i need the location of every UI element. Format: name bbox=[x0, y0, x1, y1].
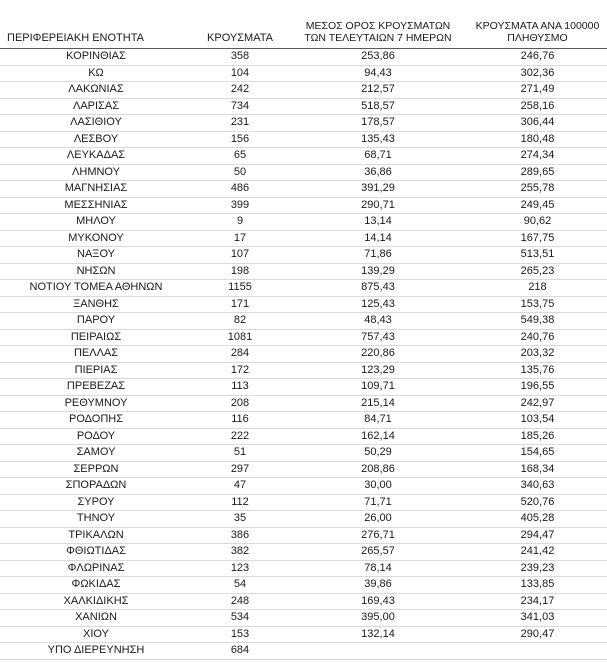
table-row bbox=[0, 280, 607, 297]
avg7day-cell bbox=[288, 643, 468, 660]
cases-cell: 47 bbox=[192, 478, 288, 495]
avg7day-cell: 36,86 bbox=[288, 164, 468, 181]
avg7day-cell: 123,29 bbox=[288, 362, 468, 379]
region-cell: ΠΕΙΡΑΙΩΣ bbox=[0, 329, 192, 346]
region-cell: ΝΑΞΟΥ bbox=[0, 247, 192, 264]
region-cell: ΜΕΣΣΗΝΙΑΣ bbox=[0, 197, 192, 214]
cases-cell: 242 bbox=[192, 82, 288, 99]
region-cell: ΡΟΔΟΥ bbox=[0, 428, 192, 445]
per100k-cell: 520,76 bbox=[468, 494, 607, 511]
cases-cell: 382 bbox=[192, 544, 288, 561]
avg7day-cell: 30,00 bbox=[288, 478, 468, 495]
cases-cell: 486 bbox=[192, 181, 288, 198]
avg7day-cell: 109,71 bbox=[288, 379, 468, 396]
table-row bbox=[0, 527, 607, 544]
avg7day-cell: 135,43 bbox=[288, 131, 468, 148]
per100k-cell: 153,75 bbox=[468, 296, 607, 313]
header-region-label: ΠΕΡΙΦΕΡΕΙΑΚΗ ΕΝΟΤΗΤΑ bbox=[7, 32, 144, 44]
cases-cell: 534 bbox=[192, 610, 288, 627]
avg7day-cell: 215,14 bbox=[288, 395, 468, 412]
per100k-cell: 167,75 bbox=[468, 230, 607, 247]
region-cell: ΣΥΡΟΥ bbox=[0, 494, 192, 511]
region-cell: ΝΗΣΩΝ bbox=[0, 263, 192, 280]
cases-cell: 198 bbox=[192, 263, 288, 280]
cases-cell: 35 bbox=[192, 511, 288, 528]
avg7day-cell: 395,00 bbox=[288, 610, 468, 627]
region-cell: ΛΕΥΚΑΔΑΣ bbox=[0, 148, 192, 165]
table-row bbox=[0, 131, 607, 148]
region-cell: ΠΙΕΡΙΑΣ bbox=[0, 362, 192, 379]
region-cell: ΛΑΡΙΣΑΣ bbox=[0, 98, 192, 115]
avg7day-cell: 71,86 bbox=[288, 247, 468, 264]
table-row bbox=[0, 610, 607, 627]
table-header bbox=[0, 0, 607, 49]
avg7day-cell: 265,57 bbox=[288, 544, 468, 561]
cases-cell: 1155 bbox=[192, 280, 288, 297]
per100k-cell: 242,97 bbox=[468, 395, 607, 412]
per100k-cell: 168,34 bbox=[468, 461, 607, 478]
cases-cell: 222 bbox=[192, 428, 288, 445]
avg7day-cell: 169,43 bbox=[288, 593, 468, 610]
avg7day-cell: 26,00 bbox=[288, 511, 468, 528]
cases-cell: 51 bbox=[192, 445, 288, 462]
per100k-cell: 302,36 bbox=[468, 65, 607, 82]
per100k-cell: 234,17 bbox=[468, 593, 607, 610]
region-cell: ΜΑΓΝΗΣΙΑΣ bbox=[0, 181, 192, 198]
cases-cell: 156 bbox=[192, 131, 288, 148]
per100k-cell: 90,62 bbox=[468, 214, 607, 231]
cases-cell: 399 bbox=[192, 197, 288, 214]
cases-cell: 231 bbox=[192, 115, 288, 132]
cases-cell: 297 bbox=[192, 461, 288, 478]
region-cell: ΛΗΜΝΟΥ bbox=[0, 164, 192, 181]
per100k-cell: 271,49 bbox=[468, 82, 607, 99]
per100k-cell: 185,26 bbox=[468, 428, 607, 445]
cases-cell: 172 bbox=[192, 362, 288, 379]
table-row bbox=[0, 593, 607, 610]
table-row bbox=[0, 65, 607, 82]
per100k-cell bbox=[468, 643, 607, 660]
table-row bbox=[0, 412, 607, 429]
per100k-cell: 294,47 bbox=[468, 527, 607, 544]
table-row bbox=[0, 544, 607, 561]
header-row bbox=[0, 0, 607, 49]
region-cell: ΛΑΣΙΘΙΟΥ bbox=[0, 115, 192, 132]
header-per100k-line1: ΚΡΟΥΣΜΑΤΑ ΑΝΑ 100000 bbox=[475, 20, 600, 32]
table-row bbox=[0, 313, 607, 330]
region-cell: ΜΥΚΟΝΟΥ bbox=[0, 230, 192, 247]
cases-cell: 112 bbox=[192, 494, 288, 511]
header-per100k-line2: ΠΛΗΘΥΣΜΟ bbox=[507, 32, 568, 44]
region-cell: ΦΘΙΩΤΙΔΑΣ bbox=[0, 544, 192, 561]
table-row bbox=[0, 626, 607, 643]
table-row bbox=[0, 197, 607, 214]
cases-cell: 65 bbox=[192, 148, 288, 165]
table-row bbox=[0, 181, 607, 198]
per100k-cell: 241,42 bbox=[468, 544, 607, 561]
table-row bbox=[0, 230, 607, 247]
table-row bbox=[0, 478, 607, 495]
table-row bbox=[0, 445, 607, 462]
per100k-cell: 265,23 bbox=[468, 263, 607, 280]
avg7day-cell: 94,43 bbox=[288, 65, 468, 82]
table-row bbox=[0, 379, 607, 396]
per100k-cell: 549,38 bbox=[468, 313, 607, 330]
cases-cell: 17 bbox=[192, 230, 288, 247]
cases-cell: 358 bbox=[192, 49, 288, 66]
per100k-cell: 196,55 bbox=[468, 379, 607, 396]
per100k-cell: 513,51 bbox=[468, 247, 607, 264]
cases-cell: 171 bbox=[192, 296, 288, 313]
per100k-cell: 180,48 bbox=[468, 131, 607, 148]
table-row bbox=[0, 511, 607, 528]
cases-cell: 208 bbox=[192, 395, 288, 412]
table-row bbox=[0, 49, 607, 66]
cases-cell: 734 bbox=[192, 98, 288, 115]
avg7day-cell: 125,43 bbox=[288, 296, 468, 313]
region-cell: ΜΗΛΟΥ bbox=[0, 214, 192, 231]
avg7day-cell: 518,57 bbox=[288, 98, 468, 115]
cases-cell: 82 bbox=[192, 313, 288, 330]
region-cell: ΚΩ bbox=[0, 65, 192, 82]
cases-cell: 248 bbox=[192, 593, 288, 610]
avg7day-cell: 139,29 bbox=[288, 263, 468, 280]
table-row bbox=[0, 395, 607, 412]
cases-cell: 107 bbox=[192, 247, 288, 264]
table-row bbox=[0, 214, 607, 231]
cases-cell: 50 bbox=[192, 164, 288, 181]
cases-cell: 153 bbox=[192, 626, 288, 643]
region-cell: ΤΗΝΟΥ bbox=[0, 511, 192, 528]
region-cell: ΥΠΟ ΔΙΕΡΕΥΝΗΣΗ bbox=[0, 643, 192, 660]
avg7day-cell: 220,86 bbox=[288, 346, 468, 363]
region-cell: ΤΡΙΚΑΛΩΝ bbox=[0, 527, 192, 544]
table-row bbox=[0, 148, 607, 165]
table-row bbox=[0, 346, 607, 363]
region-cell: ΛΑΚΩΝΙΑΣ bbox=[0, 82, 192, 99]
per100k-cell: 289,65 bbox=[468, 164, 607, 181]
per100k-cell: 255,78 bbox=[468, 181, 607, 198]
per100k-cell: 405,28 bbox=[468, 511, 607, 528]
cases-cell: 116 bbox=[192, 412, 288, 429]
region-cell: ΠΕΛΛΑΣ bbox=[0, 346, 192, 363]
region-cell: ΠΡΕΒΕΖΑΣ bbox=[0, 379, 192, 396]
region-cell: ΣΕΡΡΩΝ bbox=[0, 461, 192, 478]
region-cell: ΦΛΩΡΙΝΑΣ bbox=[0, 560, 192, 577]
region-cell: ΧΑΝΙΩΝ bbox=[0, 610, 192, 627]
region-cell: ΡΕΘΥΜΝΟΥ bbox=[0, 395, 192, 412]
region-cell: ΦΩΚΙΔΑΣ bbox=[0, 577, 192, 594]
avg7day-cell: 162,14 bbox=[288, 428, 468, 445]
per100k-cell: 340,63 bbox=[468, 478, 607, 495]
table-row bbox=[0, 577, 607, 594]
cases-cell: 123 bbox=[192, 560, 288, 577]
header-region bbox=[0, 0, 192, 49]
per100k-cell: 103,54 bbox=[468, 412, 607, 429]
avg7day-cell: 78,14 bbox=[288, 560, 468, 577]
avg7day-cell: 178,57 bbox=[288, 115, 468, 132]
avg7day-cell: 212,57 bbox=[288, 82, 468, 99]
table-row bbox=[0, 643, 607, 660]
table-row bbox=[0, 263, 607, 280]
per100k-cell: 239,23 bbox=[468, 560, 607, 577]
per100k-cell: 240,76 bbox=[468, 329, 607, 346]
avg7day-cell: 48,43 bbox=[288, 313, 468, 330]
per100k-cell: 258,16 bbox=[468, 98, 607, 115]
avg7day-cell: 71,71 bbox=[288, 494, 468, 511]
region-cell: ΛΕΣΒΟΥ bbox=[0, 131, 192, 148]
region-cell: ΞΑΝΘΗΣ bbox=[0, 296, 192, 313]
table-row bbox=[0, 247, 607, 264]
per100k-cell: 306,44 bbox=[468, 115, 607, 132]
header-avg7day bbox=[288, 0, 468, 49]
table-row bbox=[0, 428, 607, 445]
cases-cell: 386 bbox=[192, 527, 288, 544]
per100k-cell: 133,85 bbox=[468, 577, 607, 594]
table-row bbox=[0, 115, 607, 132]
cases-cell: 9 bbox=[192, 214, 288, 231]
header-per100k bbox=[468, 0, 607, 49]
per100k-cell: 290,47 bbox=[468, 626, 607, 643]
per100k-cell: 274,34 bbox=[468, 148, 607, 165]
avg7day-cell: 391,29 bbox=[288, 181, 468, 198]
region-cell: ΣΠΟΡΑΔΩΝ bbox=[0, 478, 192, 495]
table-row bbox=[0, 362, 607, 379]
header-cases-label: ΚΡΟΥΣΜΑΤΑ bbox=[207, 32, 273, 44]
per100k-cell: 154,65 bbox=[468, 445, 607, 462]
per100k-cell: 135,76 bbox=[468, 362, 607, 379]
table-row bbox=[0, 82, 607, 99]
region-cell: ΡΟΔΟΠΗΣ bbox=[0, 412, 192, 429]
region-cell: ΧΑΛΚΙΔΙΚΗΣ bbox=[0, 593, 192, 610]
table-row bbox=[0, 461, 607, 478]
avg7day-cell: 276,71 bbox=[288, 527, 468, 544]
region-cell: ΚΟΡΙΝΘΙΑΣ bbox=[0, 49, 192, 66]
cases-cell: 684 bbox=[192, 643, 288, 660]
table-body bbox=[0, 49, 607, 660]
cases-cell: 113 bbox=[192, 379, 288, 396]
avg7day-cell: 13,14 bbox=[288, 214, 468, 231]
region-cell: ΠΑΡΟΥ bbox=[0, 313, 192, 330]
per100k-cell: 218 bbox=[468, 280, 607, 297]
avg7day-cell: 84,71 bbox=[288, 412, 468, 429]
avg7day-cell: 757,43 bbox=[288, 329, 468, 346]
avg7day-cell: 875,43 bbox=[288, 280, 468, 297]
avg7day-cell: 50,29 bbox=[288, 445, 468, 462]
table-row bbox=[0, 560, 607, 577]
region-cell: ΧΙΟΥ bbox=[0, 626, 192, 643]
per100k-cell: 341,03 bbox=[468, 610, 607, 627]
table-row bbox=[0, 164, 607, 181]
avg7day-cell: 14,14 bbox=[288, 230, 468, 247]
header-avg7day-line1: ΜΕΣΟΣ ΟΡΟΣ ΚΡΟΥΣΜΑΤΩΝ bbox=[305, 20, 451, 32]
table-row bbox=[0, 329, 607, 346]
avg7day-cell: 208,86 bbox=[288, 461, 468, 478]
avg7day-cell: 68,71 bbox=[288, 148, 468, 165]
avg7day-cell: 253,86 bbox=[288, 49, 468, 66]
avg7day-cell: 290,71 bbox=[288, 197, 468, 214]
per100k-cell: 249,45 bbox=[468, 197, 607, 214]
header-cases bbox=[192, 0, 288, 49]
cases-cell: 284 bbox=[192, 346, 288, 363]
cases-cell: 1081 bbox=[192, 329, 288, 346]
header-avg7day-line2: ΤΩΝ ΤΕΛΕΥΤΑΙΩΝ 7 ΗΜΕΡΩΝ bbox=[304, 32, 452, 44]
avg7day-cell: 39,86 bbox=[288, 577, 468, 594]
avg7day-cell: 132,14 bbox=[288, 626, 468, 643]
region-cell: ΣΑΜΟΥ bbox=[0, 445, 192, 462]
per100k-cell: 246,76 bbox=[468, 49, 607, 66]
cases-cell: 104 bbox=[192, 65, 288, 82]
table-row bbox=[0, 494, 607, 511]
region-cell: ΝΟΤΙΟΥ ΤΟΜΕΑ ΑΘΗΝΩΝ bbox=[0, 280, 192, 297]
table-row bbox=[0, 98, 607, 115]
table-row bbox=[0, 296, 607, 313]
per100k-cell: 203,32 bbox=[468, 346, 607, 363]
cases-cell: 54 bbox=[192, 577, 288, 594]
